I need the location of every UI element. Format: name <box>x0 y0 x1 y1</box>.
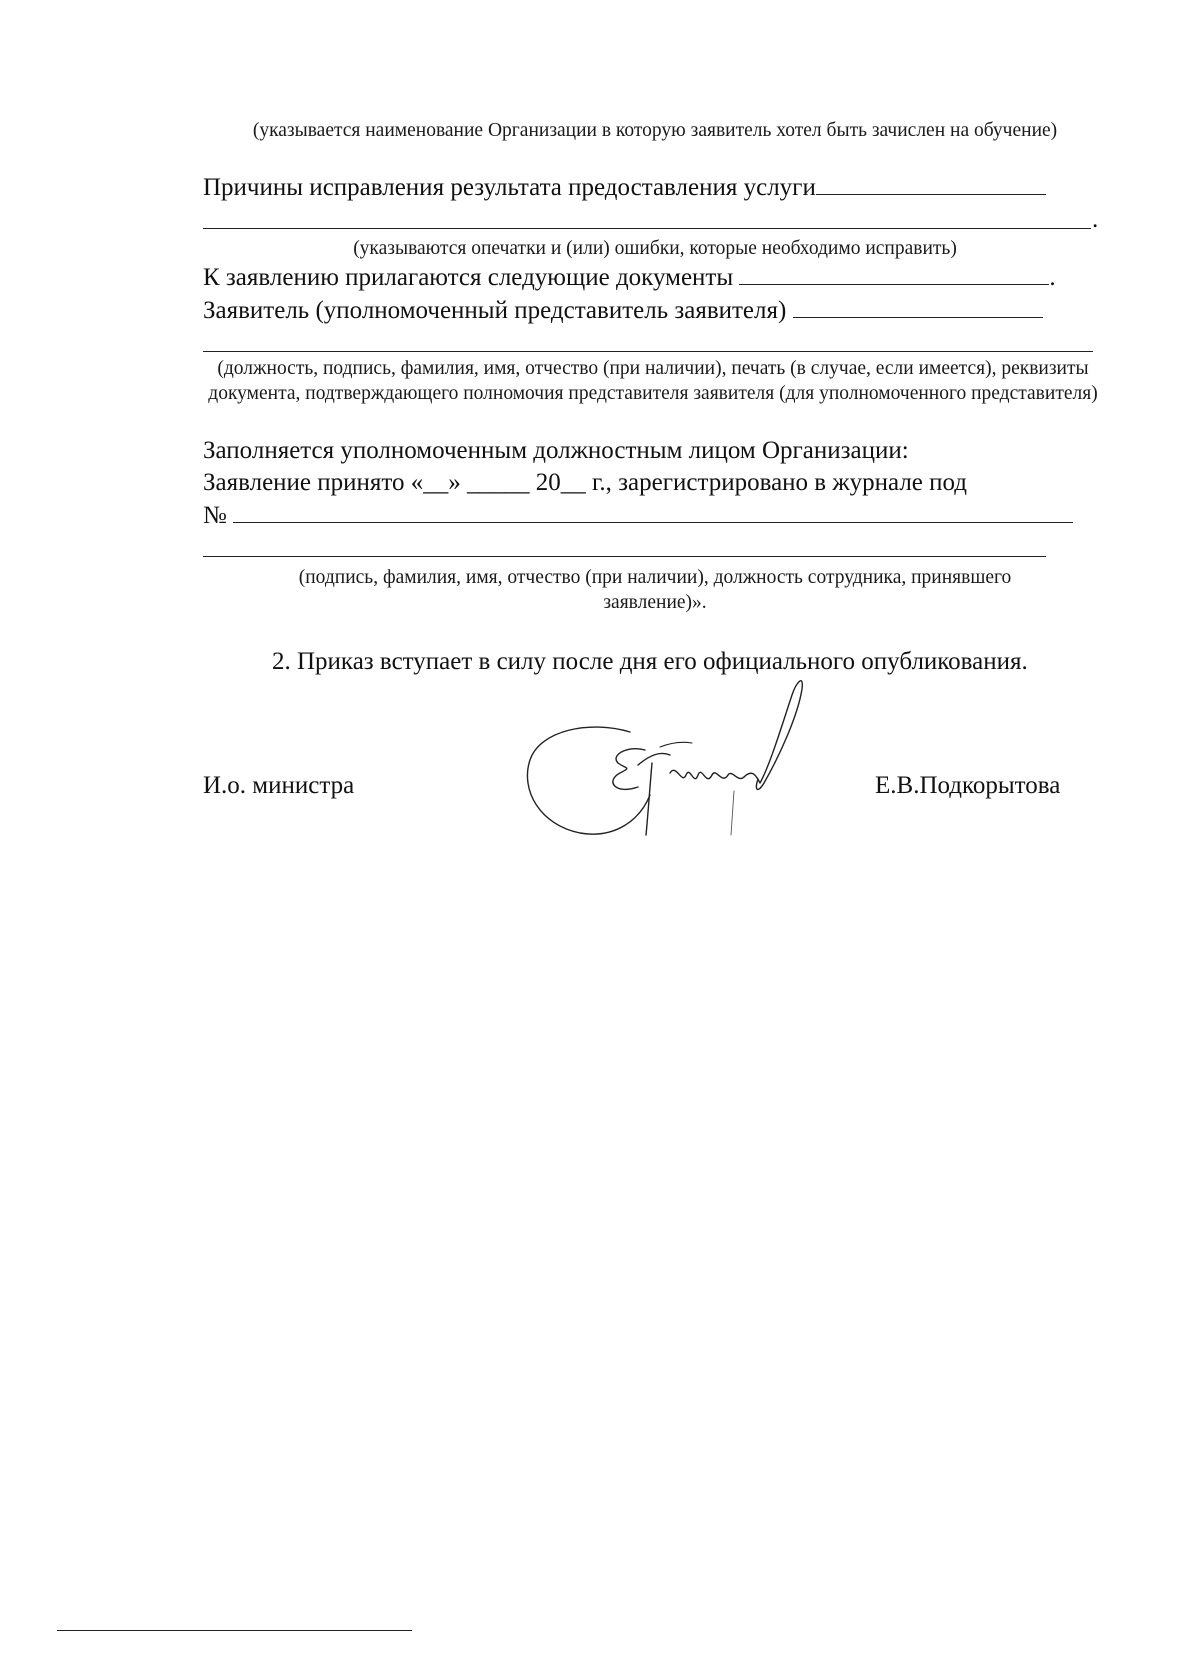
applicant-line <box>203 295 1043 326</box>
period-1: . <box>1092 206 1099 233</box>
note-organization: (указывается наименование Организации в которую заявитель хотел быть зачислен на обучение) <box>252 120 1058 141</box>
attachments-label: К заявлению прилагаются следующие документы <box>203 264 734 291</box>
official-label: Заполняется уполномоченным должностным лицом Организации: <box>203 437 909 464</box>
note-errors: (указываются опечатки и (или) ошибки, которые необходимо исправить) <box>353 238 957 259</box>
applicant-blank-line-2[interactable] <box>203 351 1093 352</box>
number-sign: № <box>203 502 227 529</box>
reasons-blank-line-2[interactable] <box>203 228 1091 229</box>
signature-waves <box>670 770 744 778</box>
signature-tail <box>731 791 734 835</box>
reasons-blank[interactable] <box>816 172 1046 195</box>
signature-stroke-top <box>660 742 692 747</box>
signature-loop <box>527 727 650 834</box>
note-signature: (должность, подпись, фамилия, имя, отчество (при наличии), печать (в случае, если имеется), реквизиты документа, подтверждающего полномочия представителя заявителя (для уполномоченного представителя) <box>208 358 1098 404</box>
reasons-label: Причины исправления результата предоставления услуги <box>203 174 816 201</box>
accepted-text: Заявление принято «__» _____ 20__ г., зарегистрировано в журнале под <box>203 469 968 496</box>
attachments-line <box>203 262 1056 293</box>
signature-letter-e <box>613 749 645 790</box>
reasons-line <box>203 172 1046 203</box>
clause-2: 2. Приказ вступает в силу после дня его официального опубликования. <box>272 648 1028 675</box>
signature-flourish <box>744 681 802 790</box>
handwritten-signature <box>520 675 820 855</box>
note-employee: (подпись, фамилия, имя, отчество (при наличии), должность сотрудника, принявшего заявление)». <box>298 567 1012 613</box>
applicant-blank[interactable] <box>793 295 1043 318</box>
signature-letter-v <box>638 753 670 835</box>
applicant-label: Заявитель (уполномоченный представитель заявителя) <box>203 297 787 324</box>
number-line <box>203 500 1073 531</box>
employee-blank-line[interactable] <box>203 556 1046 557</box>
footnote-separator <box>57 1630 412 1631</box>
signer-title: И.о. министра <box>203 772 355 799</box>
attachments-blank[interactable] <box>739 262 1049 285</box>
period-2: . <box>1049 264 1056 291</box>
number-blank[interactable] <box>233 500 1073 523</box>
signer-name: Е.В.Подкорытова <box>875 772 1061 799</box>
